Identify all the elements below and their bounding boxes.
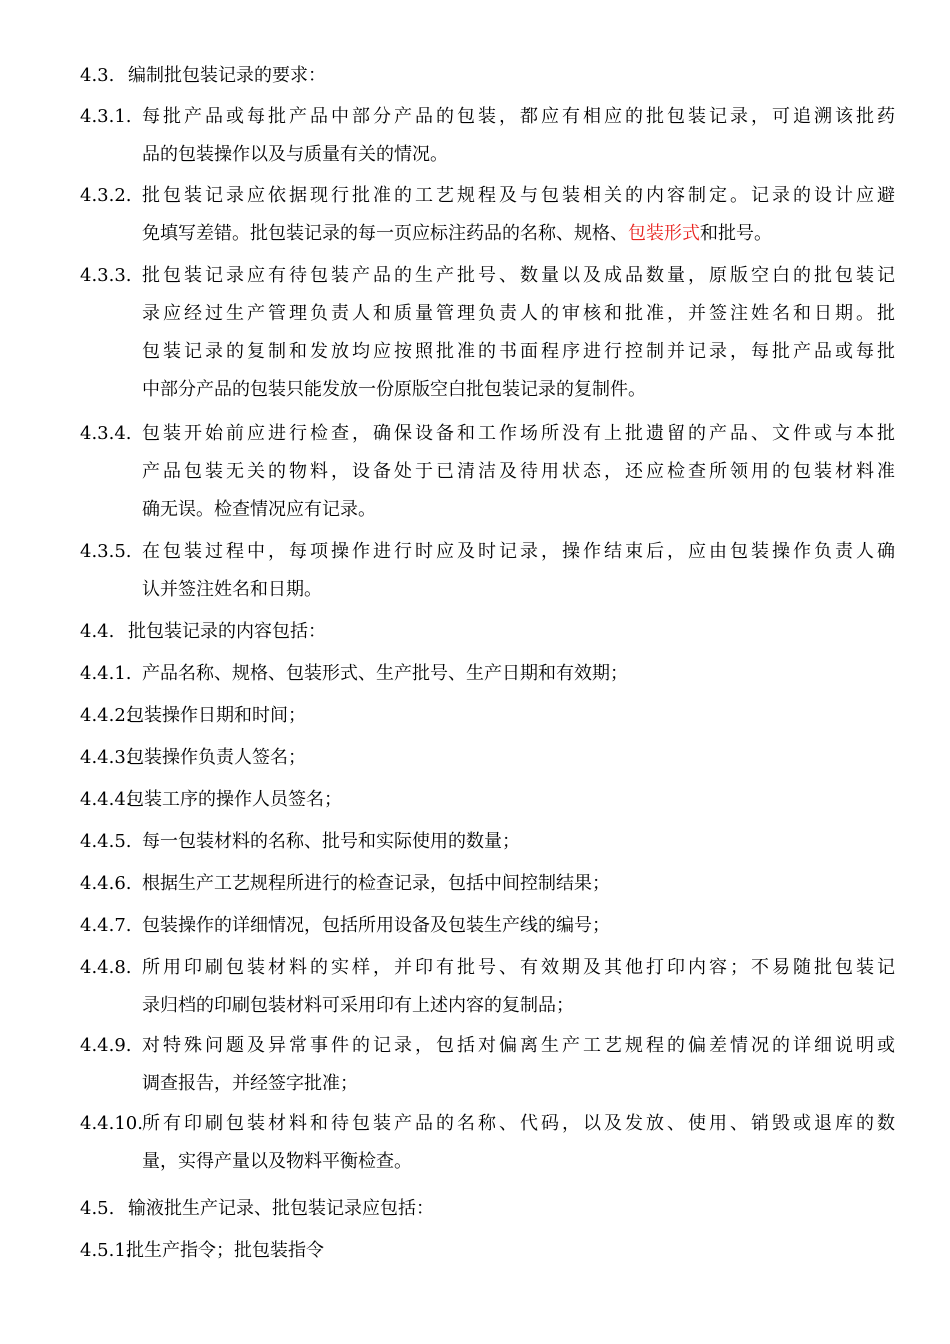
section-4-5-heading xyxy=(80,1190,895,1228)
clause-4-4-4 xyxy=(80,781,895,819)
clause-text-line: 所用印刷包装材料的实样，并印有批号、有效期及其他打印内容；不易随批包装记 xyxy=(142,957,895,978)
clause-text-line: 包装操作的详细情况，包括所用设备及包装生产线的编号； xyxy=(142,915,610,936)
clause-text-line: 量，实得产量以及物料平衡检查。 xyxy=(142,1151,412,1172)
clause-text-line: 每一包装材料的名称、批号和实际使用的数量； xyxy=(142,831,520,852)
section-number: 4.5. xyxy=(80,1198,115,1219)
section-title: 输液批生产记录、批包装记录应包括： xyxy=(128,1198,434,1219)
clause-number: 4.3.2. xyxy=(80,185,132,206)
clause-4-4-2 xyxy=(80,697,895,735)
clause-number: 4.4.8. xyxy=(80,957,132,978)
section-4-3-heading xyxy=(80,57,895,95)
clause-4-3-1 xyxy=(80,98,895,174)
clause-text-line: 录应经过生产管理负责人和质量管理负责人的审核和批准，并签注姓名和日期。批 xyxy=(142,303,895,324)
clause-4-4-5 xyxy=(80,823,895,861)
clause-number: 4.4.2. xyxy=(80,705,132,726)
clause-number: 4.5.1. xyxy=(80,1240,132,1261)
clause-text-line: 品的包装操作以及与质量有关的情况。 xyxy=(142,144,448,165)
section-title: 编制批包装记录的要求： xyxy=(128,65,326,86)
clause-text-line: 认并签注姓名和日期。 xyxy=(142,579,322,600)
clause-number: 4.4.3. xyxy=(80,747,132,768)
clause-number: 4.4.4. xyxy=(80,789,132,810)
clause-4-4-7 xyxy=(80,907,895,945)
clause-text-line xyxy=(142,215,772,253)
clause-number: 4.4.5. xyxy=(80,831,132,852)
clause-text-line: 每批产品或每批产品中部分产品的包装，都应有相应的批包装记录，可追溯该批药 xyxy=(142,106,895,127)
clause-4-4-8 xyxy=(80,949,895,1025)
clause-text-line: 包装工序的操作人员签名； xyxy=(126,789,342,810)
clause-4-4-6 xyxy=(80,865,895,903)
clause-4-3-4 xyxy=(80,415,895,529)
clause-number: 4.4.10. xyxy=(80,1113,143,1134)
clause-text-line: 产品名称、规格、包装形式、生产批号、生产日期和有效期； xyxy=(142,663,628,684)
section-number: 4.4. xyxy=(80,621,115,642)
clause-text-line: 包装操作负责人签名； xyxy=(126,747,306,768)
clause-text-segment: 免填写差错。批包装记录的每一页应标注药品的名称、规格、 xyxy=(142,223,628,244)
clause-4-4-3 xyxy=(80,739,895,777)
clause-4-3-3 xyxy=(80,257,895,409)
clause-4-3-2 xyxy=(80,177,895,253)
clause-4-4-1 xyxy=(80,655,895,693)
clause-4-5-1 xyxy=(80,1232,895,1270)
section-title: 批包装记录的内容包括： xyxy=(128,621,326,642)
highlighted-text: 包装形式 xyxy=(628,223,700,244)
clause-number: 4.3.1. xyxy=(80,106,132,127)
clause-text-segment: 和批号。 xyxy=(700,223,772,244)
clause-4-4-9 xyxy=(80,1027,895,1103)
clause-text-line: 批包装记录应依据现行批准的工艺规程及与包装相关的内容制定。记录的设计应避 xyxy=(142,185,895,206)
clause-4-3-5 xyxy=(80,533,895,609)
clause-text-line: 包装记录的复制和发放均应按照批准的书面程序进行控制并记录，每批产品或每批 xyxy=(142,341,895,362)
clause-text-line: 录归档的印刷包装材料可采用印有上述内容的复制品； xyxy=(142,995,574,1016)
clause-text-line: 调查报告，并经签字批准； xyxy=(142,1073,358,1094)
clause-number: 4.4.9. xyxy=(80,1035,132,1056)
clause-text-line: 批包装记录应有待包装产品的生产批号、数量以及成品数量，原版空白的批包装记 xyxy=(142,265,895,286)
clause-text-line: 在包装过程中，每项操作进行时应及时记录，操作结束后，应由包装操作负责人确 xyxy=(142,541,895,562)
clause-text-line: 产品包装无关的物料，设备处于已清洁及待用状态，还应检查所领用的包装材料准 xyxy=(142,461,895,482)
clause-text-line: 所有印刷包装材料和待包装产品的名称、代码，以及发放、使用、销毁或退库的数 xyxy=(142,1113,895,1134)
clause-text-line: 确无误。检查情况应有记录。 xyxy=(142,499,376,520)
clause-4-4-10 xyxy=(80,1105,895,1181)
clause-number: 4.4.1. xyxy=(80,663,132,684)
clause-number: 4.3.3. xyxy=(80,265,132,286)
section-4-4-heading xyxy=(80,613,895,651)
clause-text-line: 中部分产品的包装只能发放一份原版空白批包装记录的复制件。 xyxy=(142,379,646,400)
clause-text-line: 批生产指令；批包装指令 xyxy=(126,1240,324,1261)
clause-text-line: 对特殊问题及异常事件的记录，包括对偏离生产工艺规程的偏差情况的详细说明或 xyxy=(142,1035,895,1056)
clause-text-line: 根据生产工艺规程所进行的检查记录，包括中间控制结果； xyxy=(142,873,610,894)
clause-number: 4.3.4. xyxy=(80,423,132,444)
clause-number: 4.4.7. xyxy=(80,915,132,936)
clause-number: 4.4.6. xyxy=(80,873,132,894)
clause-text-line: 包装开始前应进行检查，确保设备和工作场所没有上批遗留的产品、文件或与本批 xyxy=(142,423,895,444)
clause-text-line: 包装操作日期和时间； xyxy=(126,705,306,726)
section-number: 4.3. xyxy=(80,65,115,86)
clause-number: 4.3.5. xyxy=(80,541,132,562)
